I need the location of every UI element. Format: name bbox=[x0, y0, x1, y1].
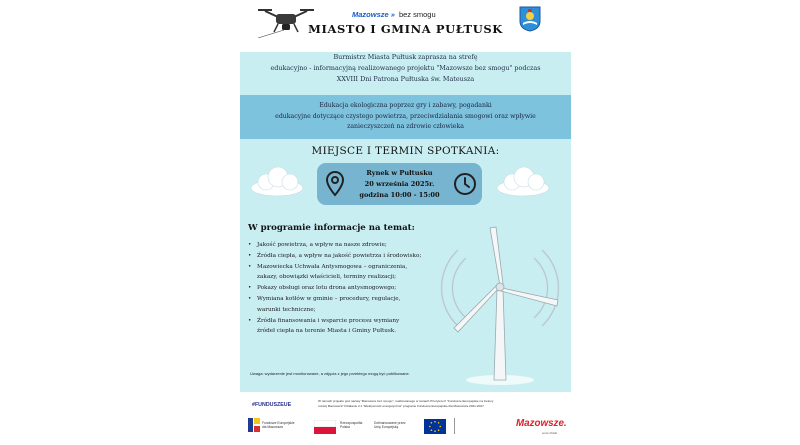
fe-line: dla Mazowsza bbox=[262, 425, 283, 430]
fe-logo-label bbox=[262, 421, 295, 429]
cloud-icon bbox=[494, 164, 552, 198]
intro-line: edukacyjno - informacyjną realizowanego projektu "Mazowsze bez smogu" podczas bbox=[270, 64, 541, 72]
monitoring-note: Uwaga: wydarzenie jest monitorowane, a zdjęcia z jego przebiegu mogą być publikowane. bbox=[250, 371, 410, 376]
program-item: • Pokazy obsługi oraz lotu drona antysmogowego; bbox=[248, 283, 473, 294]
program-item: • Jakość powietrza, a wpływ na nasze zdrowie; bbox=[248, 240, 473, 251]
cloud-icon bbox=[248, 164, 306, 198]
logo-divider bbox=[454, 418, 455, 434]
program-item: źródeł ciepła na terenie Miasta i Gminy Pułtusk. bbox=[257, 328, 397, 335]
mazowsze-logo: Mazowsze. bbox=[516, 418, 567, 429]
program-heading: W programie informacje na temat: bbox=[248, 223, 415, 233]
eu-logo-label bbox=[374, 421, 406, 429]
education-line: zanieczyszczeń na zdrowie człowieka bbox=[347, 123, 464, 130]
poster-title: MIASTO I GMINA PUŁTUSK bbox=[308, 22, 503, 36]
eu-line: Unię Europejską bbox=[374, 425, 399, 430]
intro-text bbox=[264, 52, 547, 85]
eu-flag-icon bbox=[424, 419, 446, 434]
eu-line: Dofinansowane przez bbox=[374, 421, 406, 425]
program-item: • Źródła ciepła, a wpływ na jakość powietrza i środowisko; bbox=[248, 251, 473, 262]
education-text bbox=[250, 101, 561, 133]
funding-line: rozwój Mazowsza" Działanie 2.1 "Efektywność energetyczna" programu Fundusze Europejskie dla Mazowsza 2021-2027 bbox=[318, 403, 484, 408]
meeting-place: Rynek w Pułtusku bbox=[366, 169, 433, 177]
event-poster bbox=[240, 0, 571, 445]
program-item: warunki techniczne; bbox=[257, 306, 316, 313]
program-item: • Wymiana kotłów w gminie – procedury, regulacje, bbox=[248, 294, 473, 305]
education-line: Edukacja ekologiczna poprzez gry i zabawy, pogadanki bbox=[319, 102, 492, 109]
pl-line: Polska bbox=[340, 425, 350, 430]
meeting-date: 20 września 2025r. bbox=[364, 180, 435, 188]
fe-logo-icon bbox=[248, 418, 260, 432]
meeting-time: godzina 10:00 - 15:00 bbox=[359, 191, 440, 199]
poland-logo-label bbox=[340, 421, 362, 429]
intro-line: Burmistrz Miasta Pułtusk zaprasza na strefę bbox=[333, 53, 478, 61]
education-line: edukacyjne dotyczące czystego powietrza, przeciwdziałania smogowi oraz wpływie bbox=[275, 112, 536, 120]
brand-suffix: bez smogu bbox=[398, 10, 436, 19]
funding-note bbox=[318, 399, 508, 408]
mazowsze-tagline: serce Polski bbox=[542, 431, 558, 435]
wind-turbine-icon bbox=[436, 220, 568, 388]
meeting-details bbox=[317, 168, 482, 201]
pl-line: Rzeczpospolita bbox=[340, 421, 363, 425]
brand-name: Mazowsze bbox=[352, 10, 389, 19]
meeting-heading: MIEJSCE I TERMIN SPOTKANIA: bbox=[311, 145, 500, 157]
funding-line: W ramach projektu pod nazwą "Mazowsze bez smogu", realizowanego w ramach Priorytetu II "Fundusze Europejskie na zielony bbox=[318, 399, 494, 403]
program-item: zakazy, obowiązki właścicieli, terminy realizacji; bbox=[257, 274, 397, 281]
intro-line: XXVIII Dni Patrona Pułtuska św. Mateusza bbox=[336, 75, 475, 83]
mazowsze-bez-smogu-logo: Mazowsze » bez smogu bbox=[352, 10, 436, 19]
program-item: • Źródła finansowania i wsparcie procesu wymiany bbox=[248, 316, 473, 327]
funds-hashtag: #FUNDUSZEUE bbox=[252, 402, 292, 408]
fe-line: Fundusze Europejskie bbox=[262, 421, 295, 425]
program-item: • Mazowiecka Uchwała Antysmogowa – ograniczenia, bbox=[248, 262, 473, 273]
polish-flag-icon bbox=[314, 420, 336, 434]
